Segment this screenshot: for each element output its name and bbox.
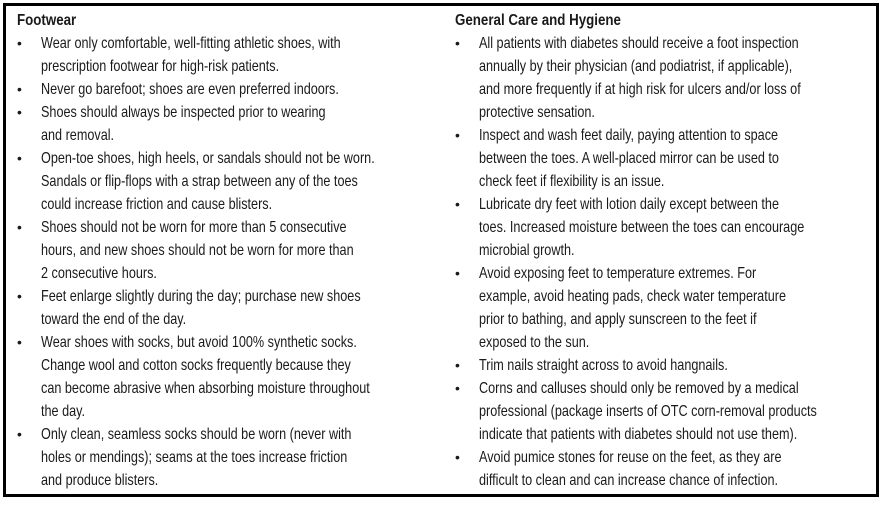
text-line: the day. [41, 403, 86, 420]
list-item [17, 423, 447, 492]
text-line: prior to bathing, and apply sunscreen to the feet if [479, 311, 757, 328]
bullet-icon: • [455, 357, 460, 373]
list-item-text [41, 32, 447, 78]
text-line: Lubricate dry feet with lotion daily except between the [479, 196, 779, 213]
text-line: Sandals or flip-flops with a strap between any of the toes [41, 173, 358, 190]
text-line: could increase friction and cause blisters. [41, 196, 273, 213]
list-item-text [479, 32, 881, 124]
list-item [455, 124, 877, 193]
text-line: protective sensation. [479, 104, 595, 121]
bullet-icon: • [455, 127, 460, 143]
text-line: Inspect and wash feet daily, paying attention to space [479, 127, 779, 144]
bullet-icon: • [455, 380, 460, 396]
text-line: Change wool and cotton socks frequently because they [41, 357, 351, 374]
bullet-icon: • [455, 449, 460, 465]
text-line: All patients with diabetes should receive a foot inspection [479, 35, 799, 52]
text-line: and removal. [41, 127, 115, 144]
list-item-text [41, 78, 447, 101]
text-line: professional (package inserts of OTC corn-removal products [479, 403, 817, 420]
list-item-text [479, 262, 877, 354]
list-item-text [41, 285, 447, 331]
text-line: hours, and new shoes should not be worn for more than [41, 242, 354, 259]
bullet-icon: • [455, 196, 460, 212]
list-item-text [479, 354, 877, 377]
text-line: Open-toe shoes, high heels, or sandals should not be worn. [41, 150, 375, 167]
text-line: microbial growth. [479, 242, 575, 259]
footwear-heading: Footwear [17, 12, 77, 29]
text-line: and more frequently if at high risk for ulcers and/or loss of [479, 81, 801, 98]
bullet-icon: • [17, 35, 22, 51]
text-line: annually by their physician (and podiatrist, if applicable), [479, 58, 793, 75]
text-line: can become abrasive when absorbing moisture throughout [41, 380, 370, 397]
text-line: and produce blisters. [41, 472, 159, 489]
bullet-icon: • [17, 104, 22, 120]
text-line: Shoes should not be worn for more than 5 consecutive [41, 219, 347, 236]
bullet-icon: • [17, 426, 22, 442]
text-line: Never go barefoot; shoes are even preferred indoors. [41, 81, 339, 98]
list-item [455, 193, 877, 262]
list-item-text [41, 331, 452, 423]
text-line: Corns and calluses should only be removed by a medical [479, 380, 799, 397]
list-item [17, 285, 447, 331]
text-line: Wear only comfortable, well-fitting athletic shoes, with [41, 35, 341, 52]
text-line: holes or mendings); seams at the toes increase friction [41, 449, 348, 466]
text-line: Wear shoes with socks, but avoid 100% synthetic socks. [41, 334, 357, 351]
text-line: Avoid exposing feet to temperature extremes. For [479, 265, 757, 282]
footwear-column [17, 10, 447, 492]
list-item [17, 32, 447, 78]
list-item-text [41, 423, 447, 492]
text-line: Avoid pumice stones for reuse on the feet, as they are [479, 449, 782, 466]
list-item [455, 32, 877, 124]
list-item-text [479, 446, 877, 492]
list-item [455, 377, 877, 446]
care-column [455, 10, 877, 492]
bullet-icon: • [17, 334, 22, 350]
text-line: example, avoid heating pads, check water temperature [479, 288, 786, 305]
footwear-list [17, 32, 447, 492]
text-line: Feet enlarge slightly during the day; purchase new shoes [41, 288, 361, 305]
text-line: indicate that patients with diabetes should not use them). [479, 426, 798, 443]
list-item-text [41, 216, 447, 285]
list-item [17, 216, 447, 285]
text-line: difficult to clean and can increase chance of infection. [479, 472, 779, 489]
list-item [17, 101, 447, 147]
list-item-text [479, 193, 886, 262]
list-item-text [41, 147, 458, 216]
list-item [17, 331, 447, 423]
bullet-icon: • [17, 288, 22, 304]
bullet-icon: • [455, 35, 460, 51]
text-line: between the toes. A well-placed mirror can be used to [479, 150, 779, 167]
bullet-icon: • [455, 265, 460, 281]
list-item [455, 354, 877, 377]
foot-care-table [3, 3, 879, 497]
list-item-text [41, 101, 447, 147]
list-item-text [479, 377, 886, 446]
text-line: toes. Increased moisture between the toes can encourage [479, 219, 805, 236]
text-line: toward the end of the day. [41, 311, 187, 328]
text-line: check feet if flexibility is an issue. [479, 173, 665, 190]
text-line: Trim nails straight across to avoid hangnails. [479, 357, 728, 374]
text-line: Shoes should always be inspected prior to wearing [41, 104, 326, 121]
text-line: prescription footwear for high-risk patients. [41, 58, 280, 75]
text-line: exposed to the sun. [479, 334, 590, 351]
care-heading: General Care and Hygiene [455, 12, 621, 29]
bullet-icon: • [17, 81, 22, 97]
bullet-icon: • [17, 150, 22, 166]
list-item [17, 78, 447, 101]
list-item-text [479, 124, 877, 193]
care-list [455, 32, 877, 492]
list-item [17, 147, 447, 216]
list-item [455, 262, 877, 354]
list-item [455, 446, 877, 492]
text-line: 2 consecutive hours. [41, 265, 157, 282]
bullet-icon: • [17, 219, 22, 235]
text-line: Only clean, seamless socks should be worn (never with [41, 426, 352, 443]
